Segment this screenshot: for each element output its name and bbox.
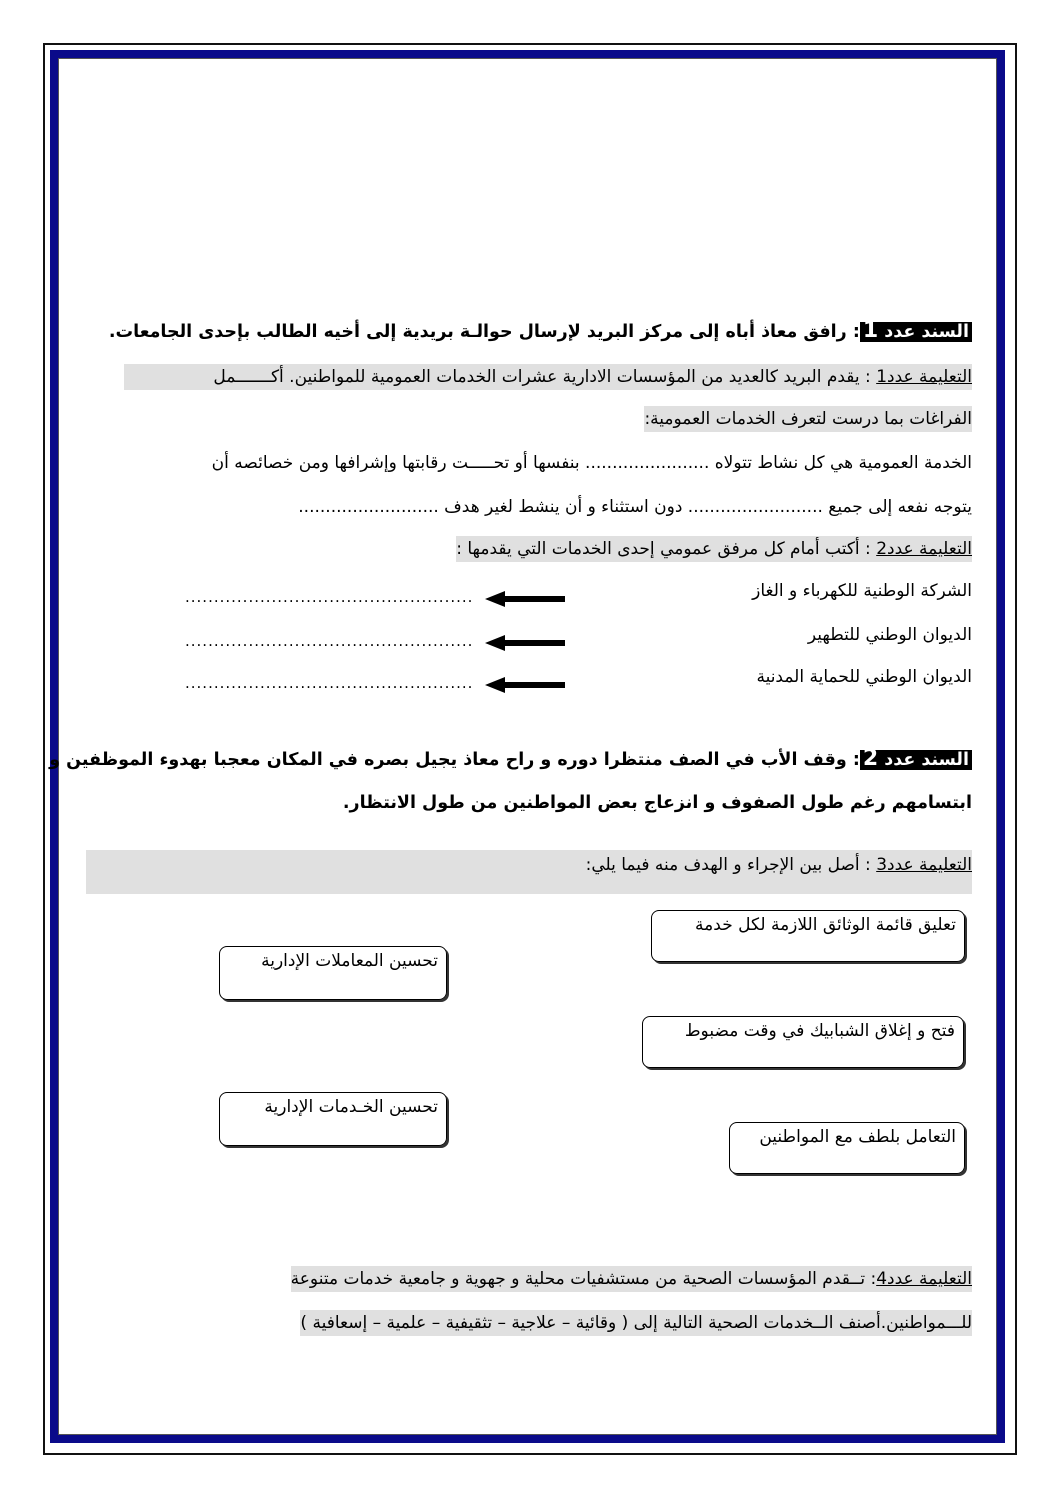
source-1: السند عدد 1: رافق معاذ أباه إلى مركز البريد لإرسال حوالـة بريدية إلى أخيه الطالب بإحدى الجامعات. (109, 318, 972, 345)
source-2-line-2: ابتسامهم رغم طول الصفوف و انزعاج بعض المواطنين من طول الانتظار. (342, 793, 972, 813)
instruction-1-line-2: الفراغات بما درست لتعرف الخدمات العمومية: (644, 406, 972, 432)
instruction-4-line-2: للـــمواطنين.أصنف الــخدمات الصحية التالية إلى ( وقائية – علاجية – تثقيفية – علمية – إسعافية ) (300, 1310, 972, 1336)
instruction-4-line-1: التعليمة عدد4: تــقدم المؤسسات الصحية من مستشفيات محلية و جهوية و جامعية خدمات متنوعة (291, 1266, 972, 1292)
action-box-3[interactable]: التعامل بلطف مع المواطنين (729, 1122, 965, 1174)
instruction-1-line-1: التعليمة عدد1 : يقدم البريد كالعديد من المؤسسات الادارية عشرات الخدمات العمومية للمواطنين. أكـــــــمل (124, 364, 972, 390)
source-1-tag: السند عدد 1 (860, 322, 972, 342)
instruction-3: التعليمة عدد3 : أصل بين الإجراء و الهدف منه فيما يلي: (86, 850, 972, 894)
answer-row-2[interactable] (185, 632, 565, 652)
source-2-line-1: السند عدد 2: وقف الأب في الصف منتظرا دوره و راح معاذ يجيل بصره في المكان معجبا بهدوء الموظفين و (49, 746, 972, 773)
answer-blank[interactable]: .................................................. (185, 632, 474, 650)
goal-box-1[interactable]: تحسين المعاملات الإدارية (219, 946, 447, 1000)
answer-blank[interactable]: .................................................. (185, 588, 474, 606)
instruction-1-line-3: الخدمة العمومية هي كل نشاط تتولاه ....................... بنفسها أو تحـــــت رقابتها وإشرافها ومن خصائصه أن (211, 453, 972, 473)
instruction-2: التعليمة عدد2 : أكتب أمام كل مرفق عمومي إحدى الخدمات التي يقدمها : (456, 536, 972, 562)
instruction-1-line-4: يتوجه نفعه إلى جميع ......................... دون استثناء و أن ينشط لغير هدف .......................... (298, 497, 972, 517)
goal-box-2[interactable]: تحسين الخـدمات الإدارية (219, 1092, 447, 1146)
action-box-1[interactable]: تعليق قائمة الوثائق اللازمة لكل خدمة (651, 910, 965, 962)
source-2-tag: السند عدد 2 (860, 750, 972, 770)
answer-row-1[interactable] (185, 588, 565, 608)
facility-1: الشركة الوطنية للكهرباء و الغاز (752, 581, 972, 601)
facility-3: الديوان الوطني للحماية المدنية (756, 667, 972, 687)
answer-blank[interactable]: .................................................. (185, 674, 474, 692)
facility-2: الديوان الوطني للتطهير (807, 625, 972, 645)
action-box-2[interactable]: فتح و إغلاق الشبابيك في وقت مضبوط (642, 1016, 964, 1068)
answer-row-3[interactable] (185, 674, 565, 694)
